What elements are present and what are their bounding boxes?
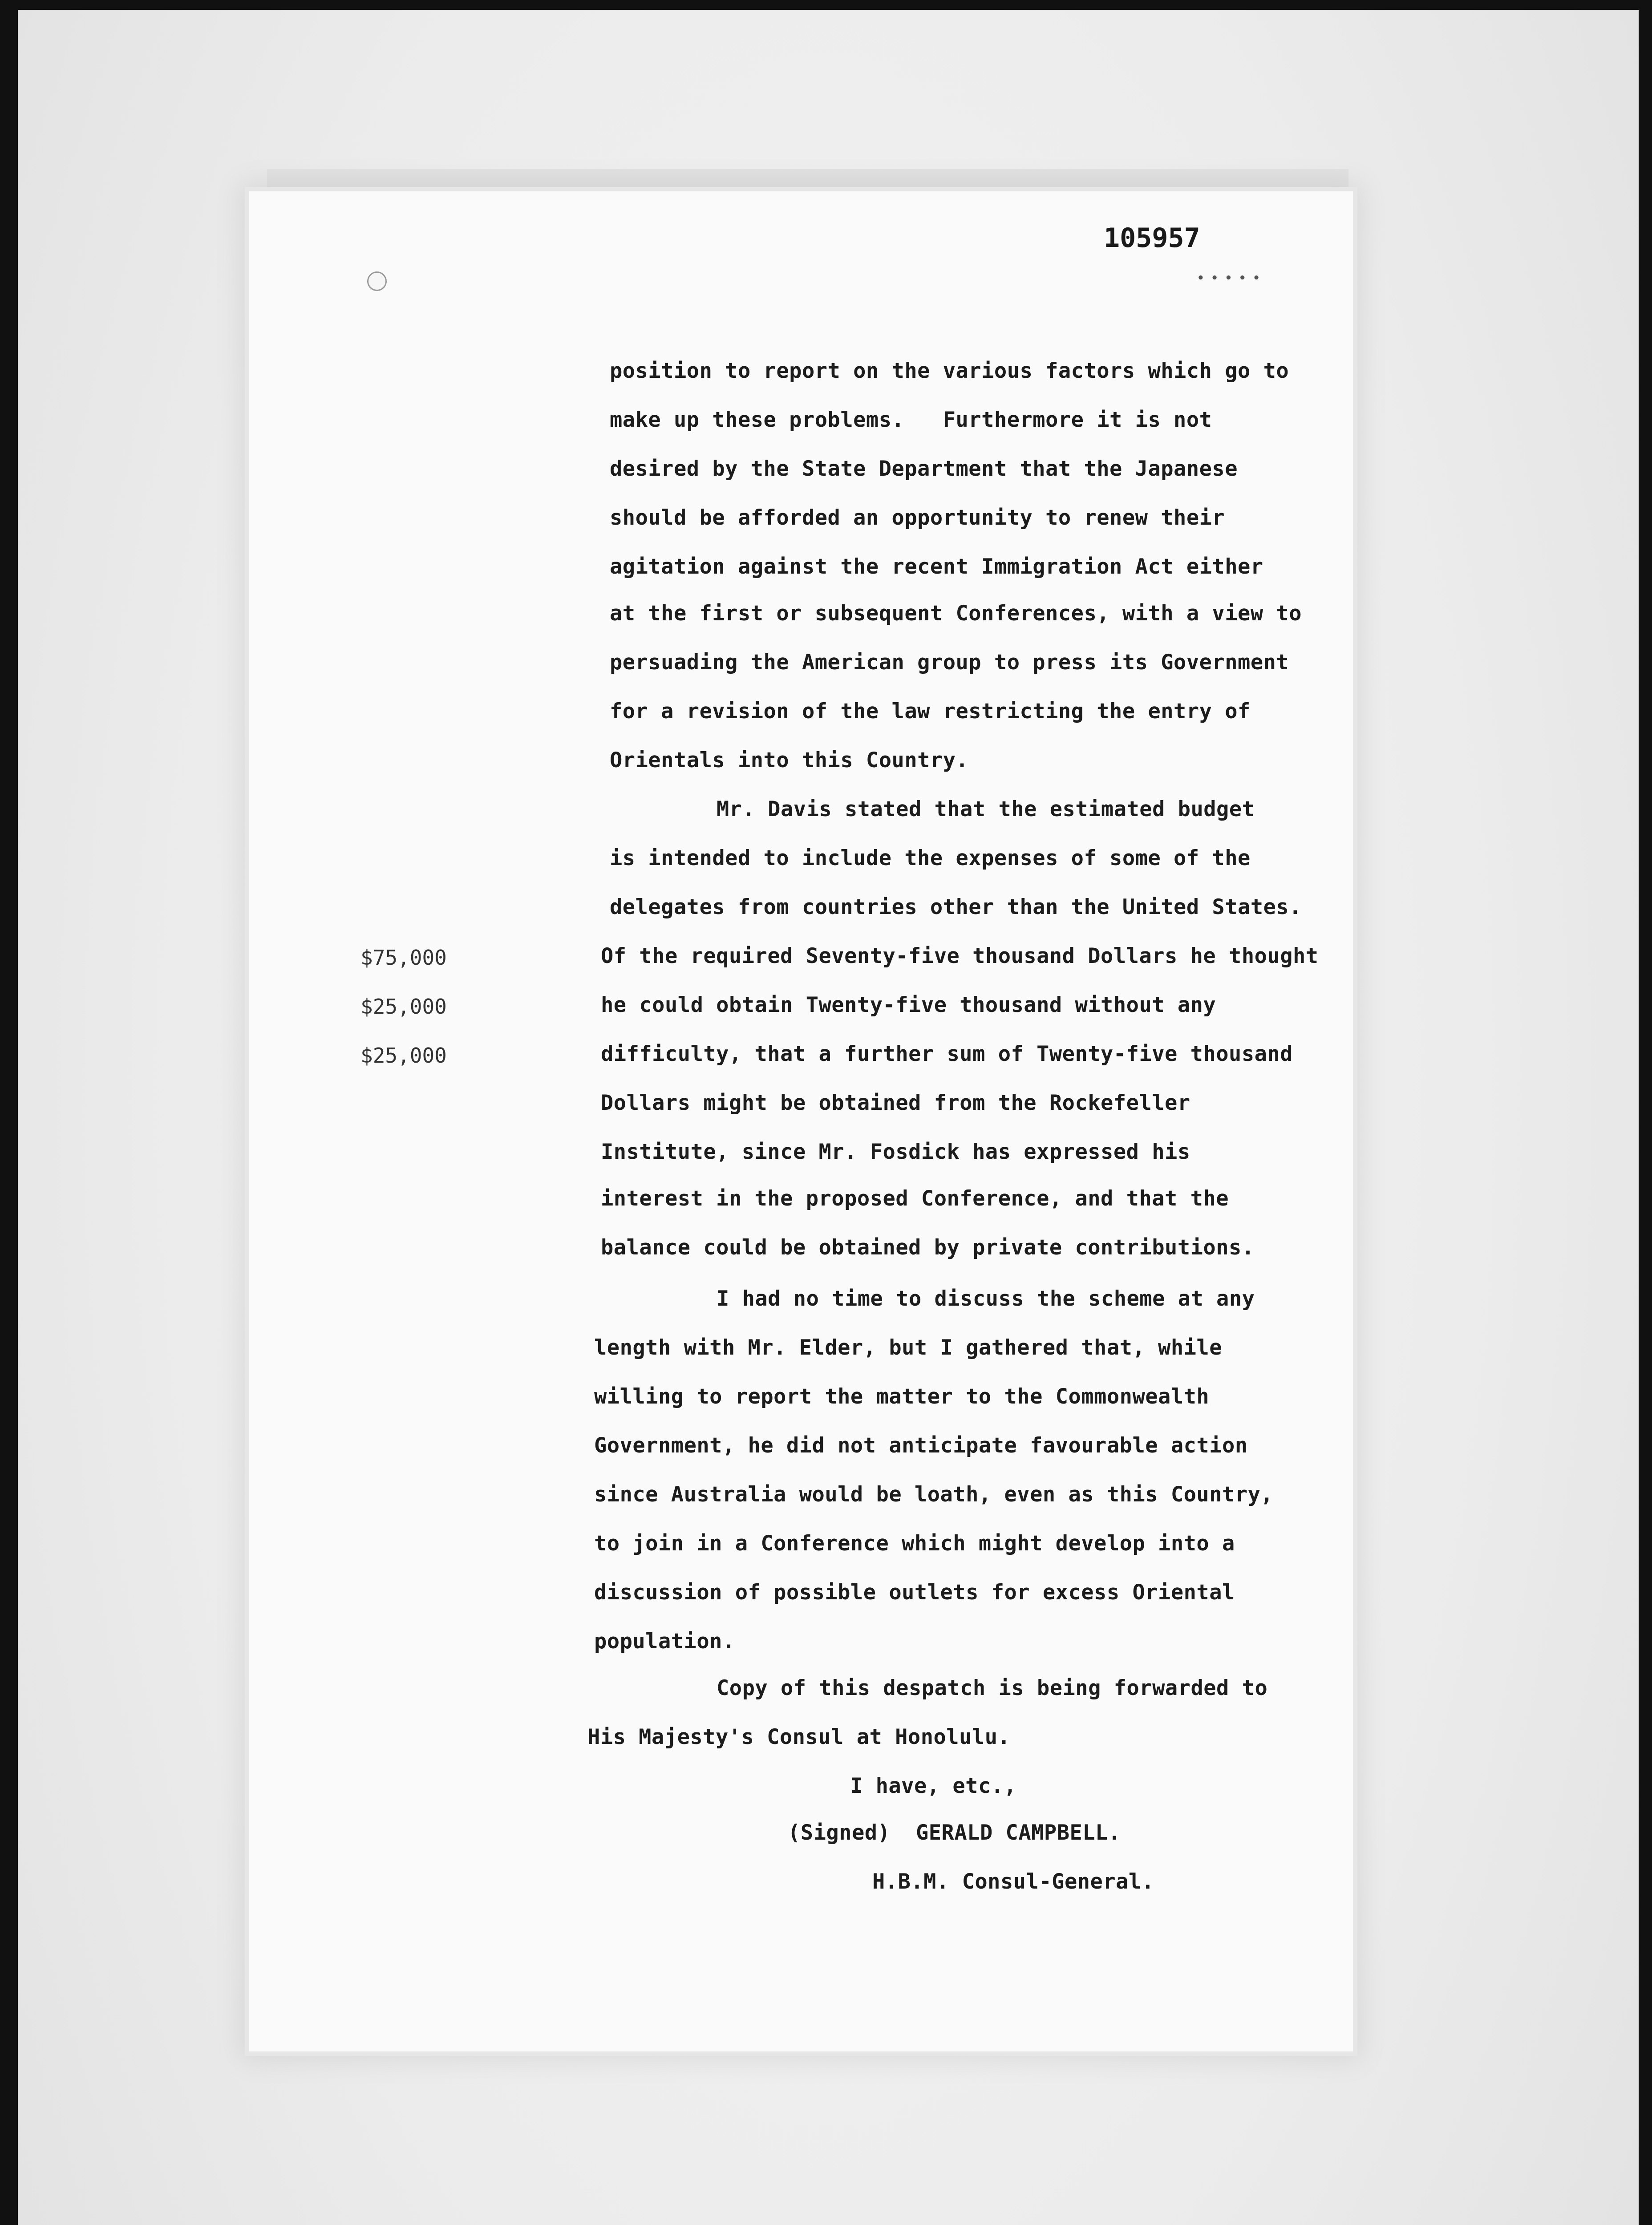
letter-line: length with Mr. Elder, but I gathered that, while <box>594 1335 1223 1360</box>
letter-line: balance could be obtained by private contributions. <box>601 1235 1255 1260</box>
letter-line: interest in the proposed Conference, and that the <box>601 1186 1229 1211</box>
margin-amount: $25,000 <box>360 1044 447 1068</box>
letter-line: position to report on the various factors which go to <box>610 359 1289 383</box>
letter-line: he could obtain Twenty-five thousand without any <box>601 993 1216 1017</box>
letter-line: should be afforded an opportunity to renew their <box>610 506 1225 530</box>
letter-line: Institute, since Mr. Fosdick has expressed his <box>601 1140 1190 1164</box>
letter-line: make up these problems. Furthermore it is not <box>610 408 1212 432</box>
film-border-top <box>0 0 1652 10</box>
letter-line: delegates from countries other than the United States. <box>610 895 1302 919</box>
folio-number: 105957 <box>1104 222 1200 254</box>
letter-line: Orientals into this Country. <box>610 748 969 773</box>
letter-line: discussion of possible outlets for excess Oriental <box>594 1580 1235 1605</box>
sheet-top-edge <box>267 169 1348 191</box>
film-border-right <box>1639 0 1652 2225</box>
margin-amount: $75,000 <box>360 946 447 970</box>
letter-line: at the first or subsequent Conferences, with a view to <box>610 601 1302 626</box>
letter-line: Mr. Davis stated that the estimated budget <box>717 797 1255 821</box>
letter-line: since Australia would be loath, even as this Country, <box>594 1482 1274 1507</box>
letter-line: Dollars might be obtained from the Rockefeller <box>601 1091 1190 1115</box>
letter-line: I had no time to discuss the scheme at any <box>717 1286 1255 1311</box>
letter-line: population. <box>594 1629 735 1654</box>
letter-line: Government, he did not anticipate favourable action <box>594 1433 1248 1458</box>
letter-line: I have, etc., <box>850 1774 1017 1798</box>
folio-annotation: • • • • • <box>1197 271 1260 285</box>
letter-line: H.B.M. Consul-General. <box>872 1869 1154 1894</box>
letter-line: Copy of this despatch is being forwarded to <box>717 1676 1268 1700</box>
letter-line: desired by the State Department that the Japanese <box>610 457 1238 481</box>
letter-line: is intended to include the expenses of some of the <box>610 846 1251 870</box>
letter-line: for a revision of the law restricting the entry of <box>610 699 1251 724</box>
margin-amount: $25,000 <box>360 995 447 1019</box>
letter-line: to join in a Conference which might develop into a <box>594 1531 1235 1556</box>
letter-line: willing to report the matter to the Commonwealth <box>594 1384 1210 1409</box>
punch-hole <box>367 271 387 291</box>
film-border-left <box>0 0 18 2225</box>
letter-line: Of the required Seventy-five thousand Dollars he thought <box>601 944 1319 968</box>
letter-line: (Signed) GERALD CAMPBELL. <box>788 1820 1121 1845</box>
letter-line: His Majesty's Consul at Honolulu. <box>587 1725 1011 1749</box>
letter-line: difficulty, that a further sum of Twenty-five thousand <box>601 1042 1293 1066</box>
letter-line: agitation against the recent Immigration Act either <box>610 554 1263 579</box>
letter-line: persuading the American group to press its Government <box>610 650 1289 675</box>
